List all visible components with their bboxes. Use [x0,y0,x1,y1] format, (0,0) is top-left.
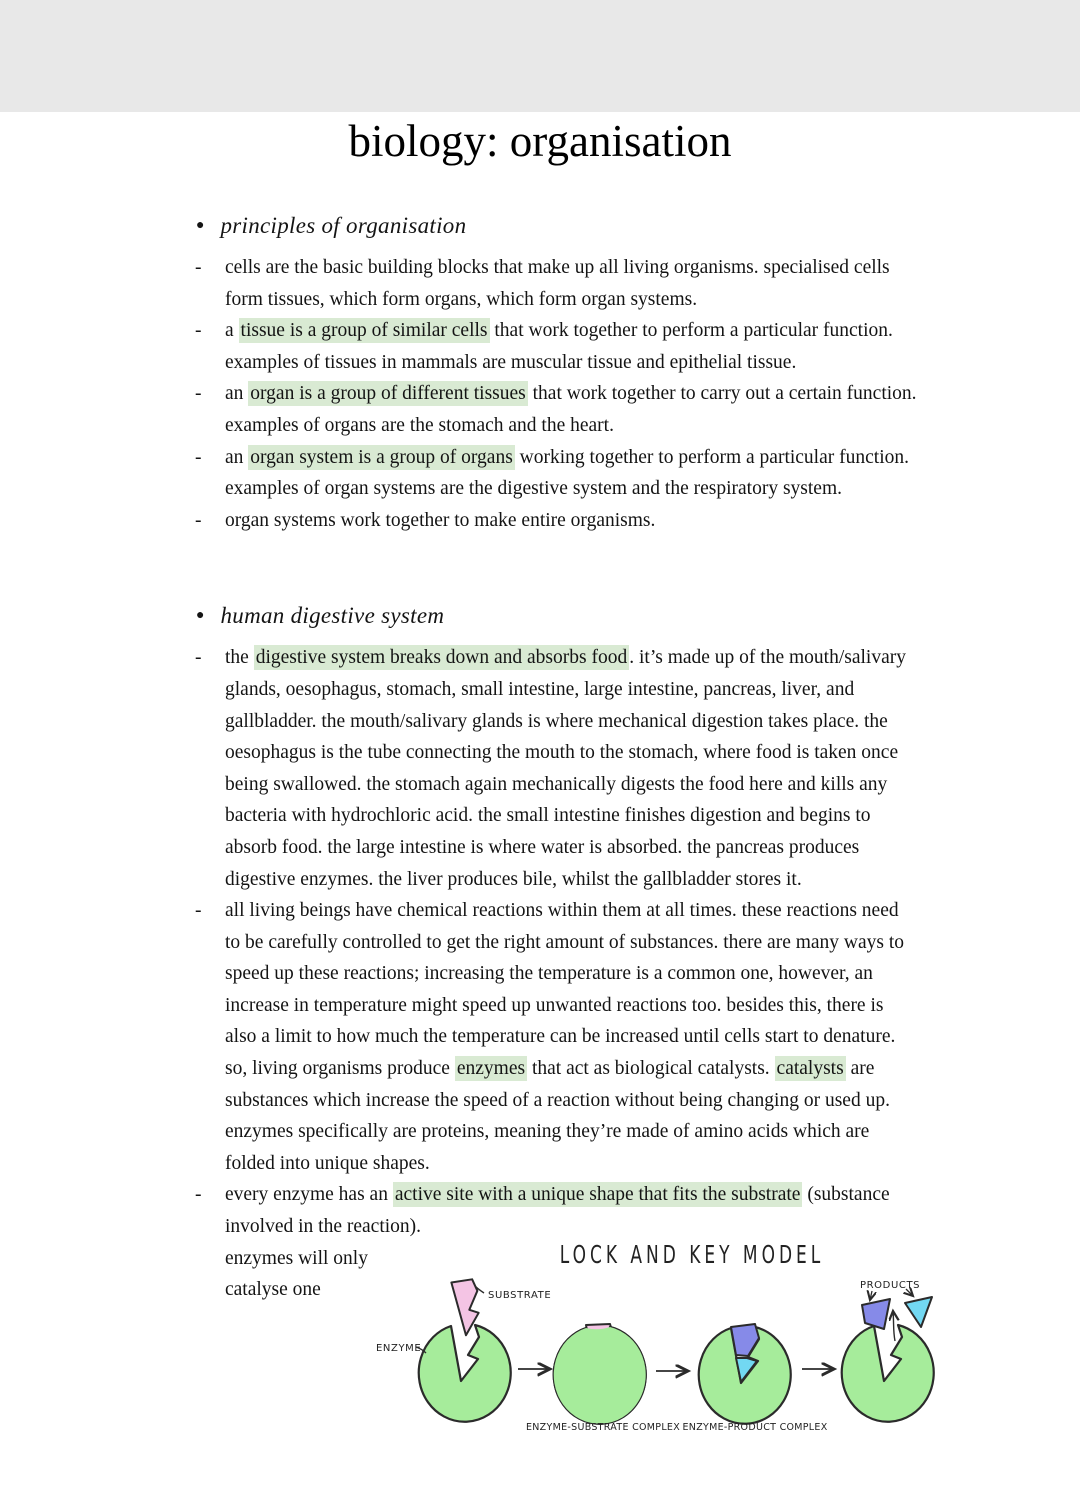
body-text: that work together to perform a particular function. examples of tissues in mammals are muscular tissue and epithelial tissue. [225,320,893,373]
body-text: organ systems work together to make entire organisms. [225,509,656,531]
enzyme-label: ENZYME [376,1342,422,1354]
diagram-title: LOCK AND KEY MODEL [559,1240,825,1270]
lock-and-key-illustration [372,1277,952,1435]
bottom-area [0,1240,1080,1435]
highlighted-text: digestive system breaks down and absorbs food [255,647,628,669]
list-item [195,1179,917,1242]
section-human-digestive-system [0,598,1080,1242]
lock-and-key-diagram [372,1241,952,1435]
bullet-icon: ● [196,218,205,233]
dash-bullet: - [195,257,202,278]
highlighted-text: organ system is a group of organs [250,446,513,468]
enzyme-product-complex-shape [699,1324,791,1424]
body-text: that work together to carry out a certain function. examples of organs are the stomach and the heart. [225,383,917,436]
bullet-list [195,642,917,1242]
body-text: . it’s made up of the mouth/salivary glands, oesophagus, stomach, small intestine, large intestine, pancreas, liver, and gallbladder. the mouth/salivary glands is where mechanical digestion takes place. the oesophagus is the tube connecting the mouth to the stomach, where food is taken once being swallowed. the stomach again mechanically digests the food here and kills any bacteria with hydrochloric acid. the small intestine finishes digestion and begins to absorb food. the large intestine is where water is absorbed. the pancreas produces digestive enzymes. the liver produces bile, whilst the gallbladder stores it. [225,647,906,890]
section-heading-row [196,208,1080,244]
dash-bullet: - [195,647,202,669]
products-pointer-left [870,1291,872,1300]
list-item [195,315,917,378]
highlighted-text: enzymes [456,1058,526,1080]
product-purple-shape [862,1299,890,1329]
bullet-icon: ● [196,608,205,624]
enzyme-released-shape [842,1325,934,1422]
list-item [195,378,917,441]
list-item [195,642,917,895]
body-text: an [225,446,249,468]
bullet-list [195,252,917,536]
list-item [195,895,917,1179]
document-title: biology: organisation [348,116,732,166]
section-heading-row [196,598,1080,634]
body-text: working together to perform a particular function. examples of organ systems are the digestive system and the respiratory system. [225,446,909,500]
dash-bullet: - [195,383,202,405]
highlighted-text: tissue is a group of similar cells [240,320,488,342]
list-item [195,442,917,505]
body-text: the [225,647,254,669]
body-text: an [225,383,249,405]
highlighted-text: catalysts [776,1058,844,1080]
substrate-label: SUBSTRATE [488,1289,552,1301]
enzyme-shape [419,1325,511,1422]
enzyme-substrate-complex-label: ENZYME-SUBSTRATE COMPLEX [525,1421,681,1433]
dash-bullet: - [195,320,202,342]
body-text: every enzyme has an [225,1184,393,1206]
section-heading: human digestive system [220,603,445,629]
document-page [0,112,1080,1509]
product-cyan-shape [905,1297,932,1327]
enzyme-product-complex-label: ENZYME-PRODUCT COMPLEX [682,1421,828,1433]
body-text: all living beings have chemical reactions within them at all times. these reactions need to be carefully controlled to get the right amount of substances. there are many ways to speed up these reactions; increasing the temperature is a common one, however, an increase in temperature might speed up unwanted reactions too. besides this, there is also a limit to how much the temperature can be increased until cells start to denature. so, living organisms produce [225,900,905,1080]
wrapped-text-line: enzymes will only [225,1247,368,1269]
section-heading: principles of organisation [220,213,467,238]
list-item [195,505,917,537]
body-text: (substance involved in the reaction). [225,1184,890,1238]
wrapped-text-line: catalyse one [225,1279,321,1301]
dash-bullet: - [195,900,202,922]
section-principles-of-organisation [0,208,1080,536]
highlighted-text: organ is a group of different tissues [250,383,526,405]
highlighted-text: active site with a unique shape that fits the substrate [394,1184,801,1206]
release-arrow [893,1311,895,1341]
products-label: PRODUCTS [860,1279,921,1291]
enzyme-substrate-complex-shape [554,1324,646,1424]
body-text: cells are the basic building blocks that make up all living organisms. specialised cells form tissues, which form organs, which form organ systems. [225,257,890,310]
list-item [195,252,917,315]
body-text: that act as biological catalysts. [527,1058,775,1080]
dash-bullet: - [195,1184,202,1206]
body-text: are substances which increase the speed of a reaction without being changing or used up. enzymes specifically are proteins, meaning they’re made of amino acids which are folded into unique shapes. [225,1058,890,1174]
dash-bullet: - [195,509,202,531]
dash-bullet: - [195,446,202,468]
body-text: a [225,320,239,342]
